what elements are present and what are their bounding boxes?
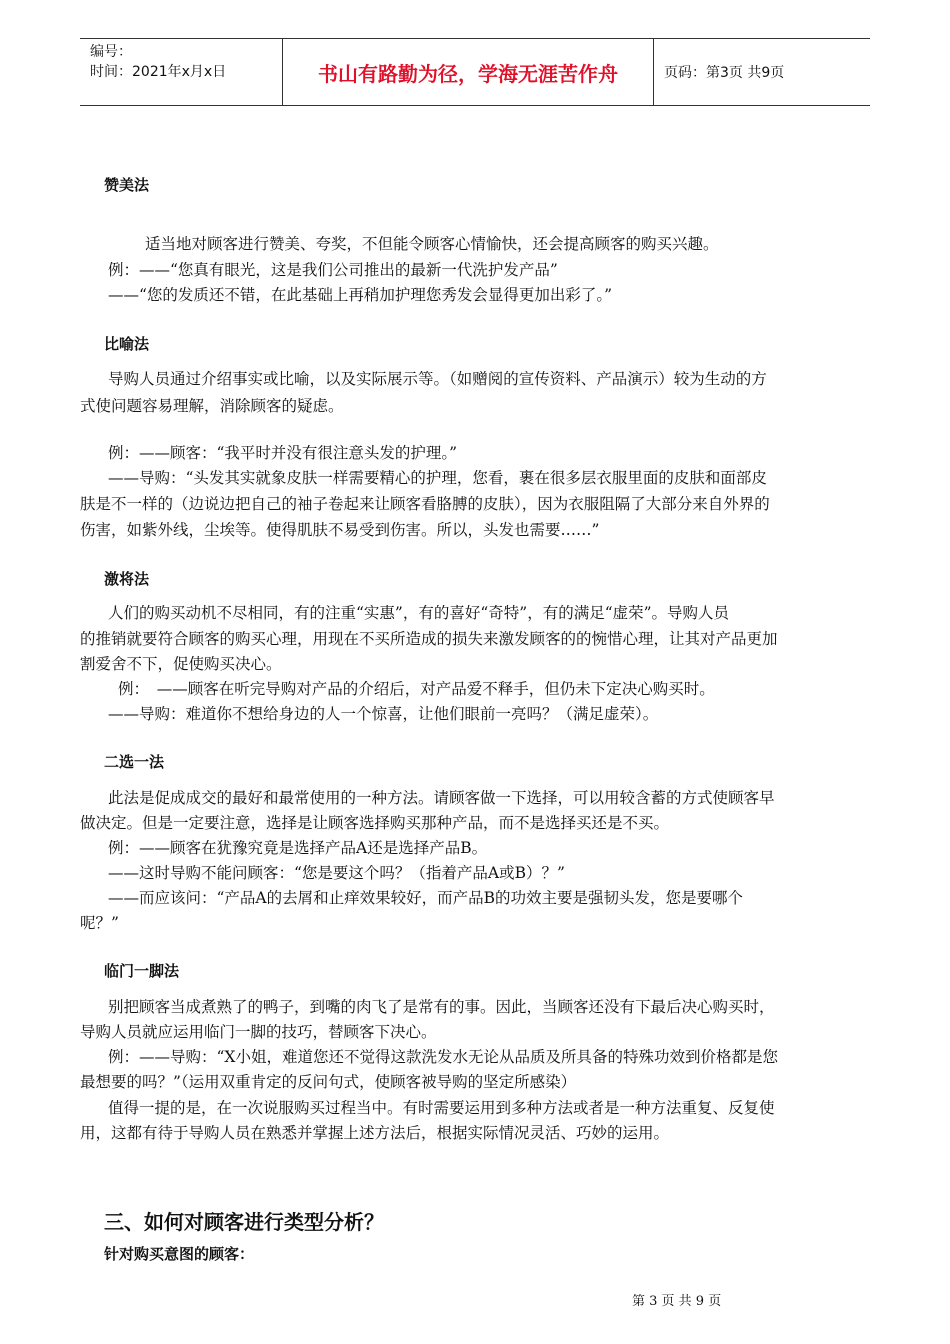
example-line: 例：——导购：“X小姐，难道您还不觉得这款洗发水无论从品质及所具备的特殊功效到价格都是您 [108,1048,778,1066]
example-line: ——导购：“头发其实就象皮肤一样需要精心的护理，您看，裹在很多层衣服里面的皮肤和面部皮 [108,469,767,487]
example-line: ——这时导购不能问顾客：“您是要这个吗？（指着产品A或B）？” [108,864,565,882]
paragraph-line: 割爱舍不下，促使购买决心。 [80,655,282,673]
example-line: ——导购：难道你不想给身边的人一个惊喜，让他们眼前一亮吗？（满足虚荣）。 [108,705,659,723]
example-line: ——“您的发质还不错，在此基础上再稍加护理您秀发会显得更加出彩了。” [108,286,613,304]
paragraph-line: 的推销就要符合顾客的购买心理，用现在不买所造成的损失来激发顾客的的惋惜心理，让其对产品更加 [80,630,778,648]
paragraph-line: 式使问题容易理解，消除顾客的疑虑。 [80,397,344,415]
section-heading-either-or: 二选一法 [104,753,165,771]
paragraph-line: 值得一提的是，在一次说服购买过程当中。有时需要运用到多种方法或者是一种方法重复、反复使 [108,1099,775,1117]
example-line: 呢？” [80,914,119,932]
paragraph-line: 人们的购买动机不尽相同，有的注重“实惠”，有的喜好“奇特”，有的满足“虚荣”。导购人员 [108,604,730,622]
document-date: 时间：2021年x月x日 [90,64,227,80]
header-meta [80,39,283,105]
section-heading-provocation: 激将法 [104,570,150,588]
document-number-label: 编号： [90,44,132,60]
paragraph-line: 做决定。但是一定要注意，选择是让顾客选择购买那种产品，而不是选择买还是不买。 [80,814,670,832]
paragraph-line: 别把顾客当成煮熟了的鸭子，到嘴的肉飞了是常有的事。因此，当顾客还没有下最后决心购买时， [108,998,775,1016]
example-line: 例： ——顾客在听完导购对产品的介绍后，对产品爱不释手，但仍未下定决心购买时。 [118,680,715,698]
example-line: 例：——“您真有眼光，这是我们公司推出的最新一代洗护发产品” [108,261,558,279]
paragraph-line: 此法是促成成交的最好和最常使用的一种方法。请顾客做一下选择，可以用较含蓄的方式使顾客早 [108,789,775,807]
example-line: 例：——顾客在犹豫究竟是选择产品A还是选择产品B。 [108,839,488,857]
header-page-info: 页码：第3页 共9页 [664,65,785,81]
paragraph-line: 导购人员通过介绍事实或比喻，以及实际展示等。（如赠阅的宣传资料、产品演示）较为生动的方 [108,370,767,388]
section-heading-praise: 赞美法 [104,176,150,194]
paragraph-line: 导购人员就应运用临门一脚的技巧，替顾客下决心。 [80,1023,437,1041]
example-line: 伤害，如紫外线，尘埃等。使得肌肤不易受到伤害。所以，头发也需要……” [80,521,600,539]
subsection-heading: 针对购买意图的顾客： [104,1245,255,1263]
example-line: 最想要的吗？”（运用双重肯定的反问句式，使顾客被导购的坚定所感染） [80,1073,577,1091]
section-heading-metaphor: 比喻法 [104,335,150,353]
page-header [80,38,870,106]
example-line: ——而应该问：“产品A的去屑和止痒效果较好，而产品B的功效主要是强韧头发，您是要哪个 [108,889,744,907]
chapter-heading: 三、如何对顾客进行类型分析？ [104,1210,384,1234]
paragraph-line: 适当地对顾客进行赞美、夸奖，不但能令顾客心情愉快，还会提高顾客的购买兴趣。 [145,235,719,253]
section-heading-final-push: 临门一脚法 [104,962,180,980]
example-line: 例：——顾客：“我平时并没有很注意头发的护理。” [108,444,458,462]
page-footer: 第 3 页 共 9 页 [632,1294,722,1309]
paragraph-line: 用，这都有待于导购人员在熟悉并掌握上述方法后，根据实际情况灵活、巧妙的运用。 [80,1124,670,1142]
example-line: 肤是不一样的（边说边把自己的袖子卷起来让顾客看胳膊的皮肤），因为衣服阻隔了大部分来自外界的 [80,495,770,513]
header-motto: 书山有路勤为径，学海无涯苦作舟 [283,39,654,105]
